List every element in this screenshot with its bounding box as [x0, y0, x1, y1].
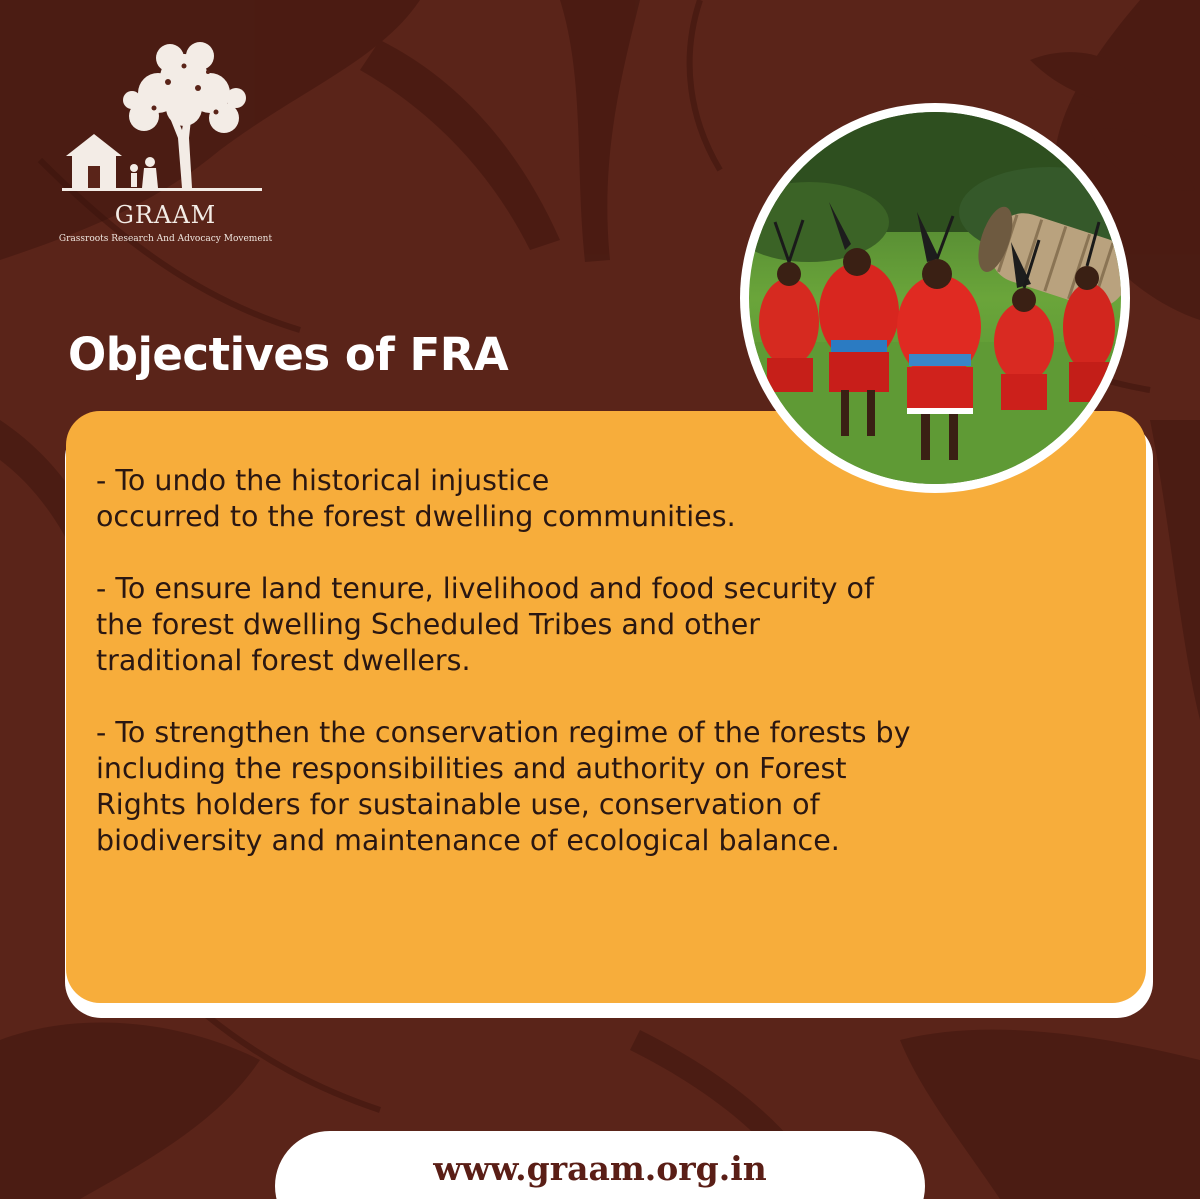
logo-name: GRAAM — [114, 201, 217, 229]
objective-line: - To undo the historical injustice — [96, 464, 550, 497]
objective-line: - To ensure land tenure, livelihood and food security of — [96, 572, 874, 605]
tree-and-hut-icon — [58, 38, 273, 203]
objective-line: including the responsibilities and authority on Forest — [96, 752, 847, 785]
objective-item — [96, 715, 1136, 859]
objective-line: occurred to the forest dwelling communities. — [96, 500, 736, 533]
website-link[interactable]: www.graam.org.in — [433, 1149, 767, 1188]
objective-line: biodiversity and maintenance of ecological balance. — [96, 824, 840, 857]
objective-line: the forest dwelling Scheduled Tribes and other — [96, 608, 761, 641]
objective-line: - To strengthen the conservation regime of the forests by — [96, 716, 911, 749]
objectives-card — [66, 411, 1146, 1003]
graam-logo — [58, 38, 273, 248]
objectives-list — [96, 463, 1136, 895]
website-pill — [275, 1131, 925, 1199]
objective-line: Rights holders for sustainable use, conservation of — [96, 788, 820, 821]
objective-line: traditional forest dwellers. — [96, 644, 471, 677]
tribal-dance-photo — [749, 112, 1121, 484]
objective-item — [96, 571, 1136, 679]
photo-frame — [740, 103, 1130, 493]
logo-tagline: Grassroots Research And Advocacy Movement — [58, 234, 273, 244]
page-title: Objectives of FRA — [68, 328, 509, 381]
